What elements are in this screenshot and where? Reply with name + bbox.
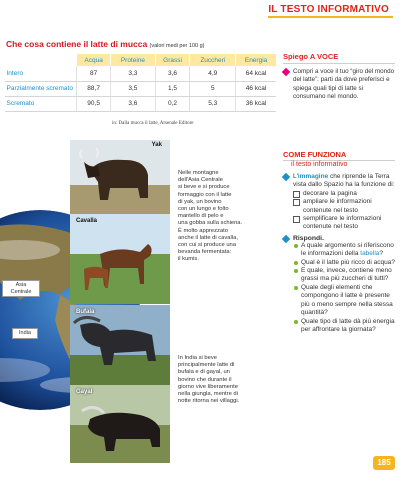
table-cell: 36 kcal (236, 96, 276, 111)
question-text: Quale degli elementi che compongono il latte è presente più o meno sempre nella stessa quantità? (301, 283, 393, 317)
checkbox[interactable] (293, 216, 300, 223)
come-funziona-title: COME FUNZIONA (283, 150, 395, 161)
checkbox-option[interactable] (283, 215, 395, 232)
india-text-line: bovino che durante il (178, 376, 232, 383)
question-item (283, 259, 395, 267)
table-cell: 5,3 (190, 96, 236, 111)
table-cell: 90,5 (77, 96, 111, 111)
asia-text-line: formaggio con il latte (178, 191, 232, 198)
asia-text-line: si beve e si produce (178, 184, 230, 191)
asia-text-line: mantello di pelo e (178, 213, 224, 220)
question-text: Quale tipo di latte dà più energia per affrontare la giornata? (301, 317, 395, 333)
yak-label: Yak (151, 142, 162, 148)
come-funziona-box (283, 150, 395, 334)
table-cell: 4,9 (190, 66, 236, 81)
table-source: in: Dalla mucca il latte, Arsenale Editore (112, 121, 194, 126)
yak-photo (70, 140, 170, 214)
diamond-bullet-icon (282, 68, 290, 76)
buffalo-photo (70, 305, 170, 385)
come-funziona-subtitle: il testo informativo (291, 161, 348, 168)
row-header: Parzialmente scremato (5, 81, 77, 96)
spiego-title-suffix: A VOCE (309, 52, 339, 61)
india-text-line: principalmente latte di (178, 362, 235, 369)
checkbox-label: ampliare le informazioni contenute nel testo (303, 198, 372, 214)
question-item (283, 242, 395, 259)
asia-text-line: dell'Asia Centrale (178, 177, 223, 184)
spiego-title-prefix: Spiego (283, 52, 309, 61)
table-row (5, 96, 277, 111)
diamond-bullet-icon (282, 173, 290, 181)
spiego-a-voce-box (283, 52, 395, 102)
asia-text-line: Nelle montagne (178, 170, 219, 176)
col-header: Acqua (77, 54, 111, 66)
rispondi-heading (283, 235, 395, 242)
checkbox-option[interactable] (283, 198, 395, 215)
horse-label: Cavalla (76, 218, 98, 224)
map-label-asia (2, 280, 40, 297)
asia-text-line: con un lungo e folto (178, 206, 229, 213)
header-underline (268, 16, 393, 18)
question-highlight: tabella (360, 250, 380, 258)
question-item (283, 318, 395, 335)
come-funziona-intro (283, 173, 395, 190)
india-text-line: notte ritorna nei villaggi. (178, 398, 240, 405)
milk-composition-table (4, 54, 276, 112)
row-header: Intero (5, 66, 77, 81)
green-dot-icon (294, 269, 298, 273)
gayal-photo (70, 385, 170, 463)
gayal-label: Gayal (76, 389, 93, 395)
asia-text-line: con cui si produce una (178, 242, 237, 249)
india-text-line: giorno vive liberamente (178, 383, 238, 390)
col-header: Proteine (111, 54, 155, 66)
table-title (6, 39, 205, 49)
checkbox-label: decorare la pagina (303, 189, 357, 197)
question-item (283, 267, 395, 284)
table-cell: 3,6 (155, 66, 190, 81)
asia-text-line: una gobba sulla schiena. (178, 220, 243, 227)
india-text-line: bufala e di gayal, un (178, 369, 230, 376)
green-dot-icon (294, 261, 298, 265)
india-text-block (178, 355, 258, 405)
table-row (5, 81, 277, 96)
asia-text-line: È molto apprezzato (178, 227, 228, 234)
question-text: Qual è il latte più ricco di acqua? (301, 258, 395, 266)
table-cell: 3,5 (111, 81, 155, 96)
india-text-line: nella giungla, mentre di (178, 391, 238, 398)
table-cell: 3,3 (111, 66, 155, 81)
asia-label-text: Asia Centrale (10, 282, 32, 295)
table-cell: 64 kcal (236, 66, 276, 81)
buffalo-label: Bufala (76, 309, 95, 315)
checkbox[interactable] (293, 199, 300, 206)
rispondi-label: Rispondi. (293, 234, 324, 242)
intro-suffix: che riprende la Terra vista dallo Spazio ha la funzione di: (293, 173, 395, 189)
horse-photo (70, 214, 170, 304)
col-header: Energia (236, 54, 276, 66)
col-header: Grassi (155, 54, 190, 66)
table-subheading: (valori medi per 100 g) (149, 43, 205, 49)
intro-prefix: L' (293, 173, 298, 180)
asia-text-line: anche il latte di cavalla, (178, 234, 238, 241)
checkbox-option[interactable] (283, 190, 395, 198)
row-header: Scremato (5, 96, 77, 111)
asia-text-line: il kumis. (178, 256, 199, 263)
checkbox[interactable] (293, 191, 300, 198)
green-dot-icon (294, 244, 298, 248)
table-cell: 0,2 (155, 96, 190, 111)
col-header: Zuccheri (190, 54, 236, 66)
india-label-text: India (19, 330, 31, 336)
spiego-text: Compri a voce il tuo “giro del mondo del latte”: parti da dove preferisci e spiega quali tipi di latte si consumano nel mondo. (293, 68, 395, 101)
table-cell: 3,6 (111, 96, 155, 111)
question-text: E quale, invece, contiene meno grassi ma più zuccheri di tutti? (301, 267, 392, 283)
india-text-line: In India si beve (178, 355, 217, 361)
question-suffix: ? (379, 250, 384, 258)
green-dot-icon (294, 320, 298, 324)
intro-highlight: immagine (297, 173, 329, 180)
question-item (283, 284, 395, 318)
table-cell: 46 kcal (236, 81, 276, 96)
asia-text-block (178, 170, 258, 264)
map-label-india (12, 328, 38, 339)
table-corner (5, 54, 77, 66)
page-number: 185 (373, 456, 395, 470)
checkbox-label: semplificare le informazioni contenute nel testo (303, 215, 382, 231)
spiego-title (283, 52, 395, 64)
asia-text-line: bevanda fermentata: (178, 249, 232, 256)
question-text: A quale argomento si riferiscono le informazioni della (301, 241, 394, 258)
table-cell: 88,7 (77, 81, 111, 96)
table-cell: 5 (190, 81, 236, 96)
table-cell: 1,5 (155, 81, 190, 96)
table-cell: 87 (77, 66, 111, 81)
section-title: IL TESTO INFORMATIVO (268, 4, 389, 15)
section-header (268, 4, 389, 15)
table-heading: Che cosa contiene il latte di mucca (6, 39, 148, 49)
table-row (5, 66, 277, 81)
green-dot-icon (294, 286, 298, 290)
spiego-text-block (283, 68, 395, 102)
asia-text-line: di yak, un bovino (178, 198, 222, 205)
